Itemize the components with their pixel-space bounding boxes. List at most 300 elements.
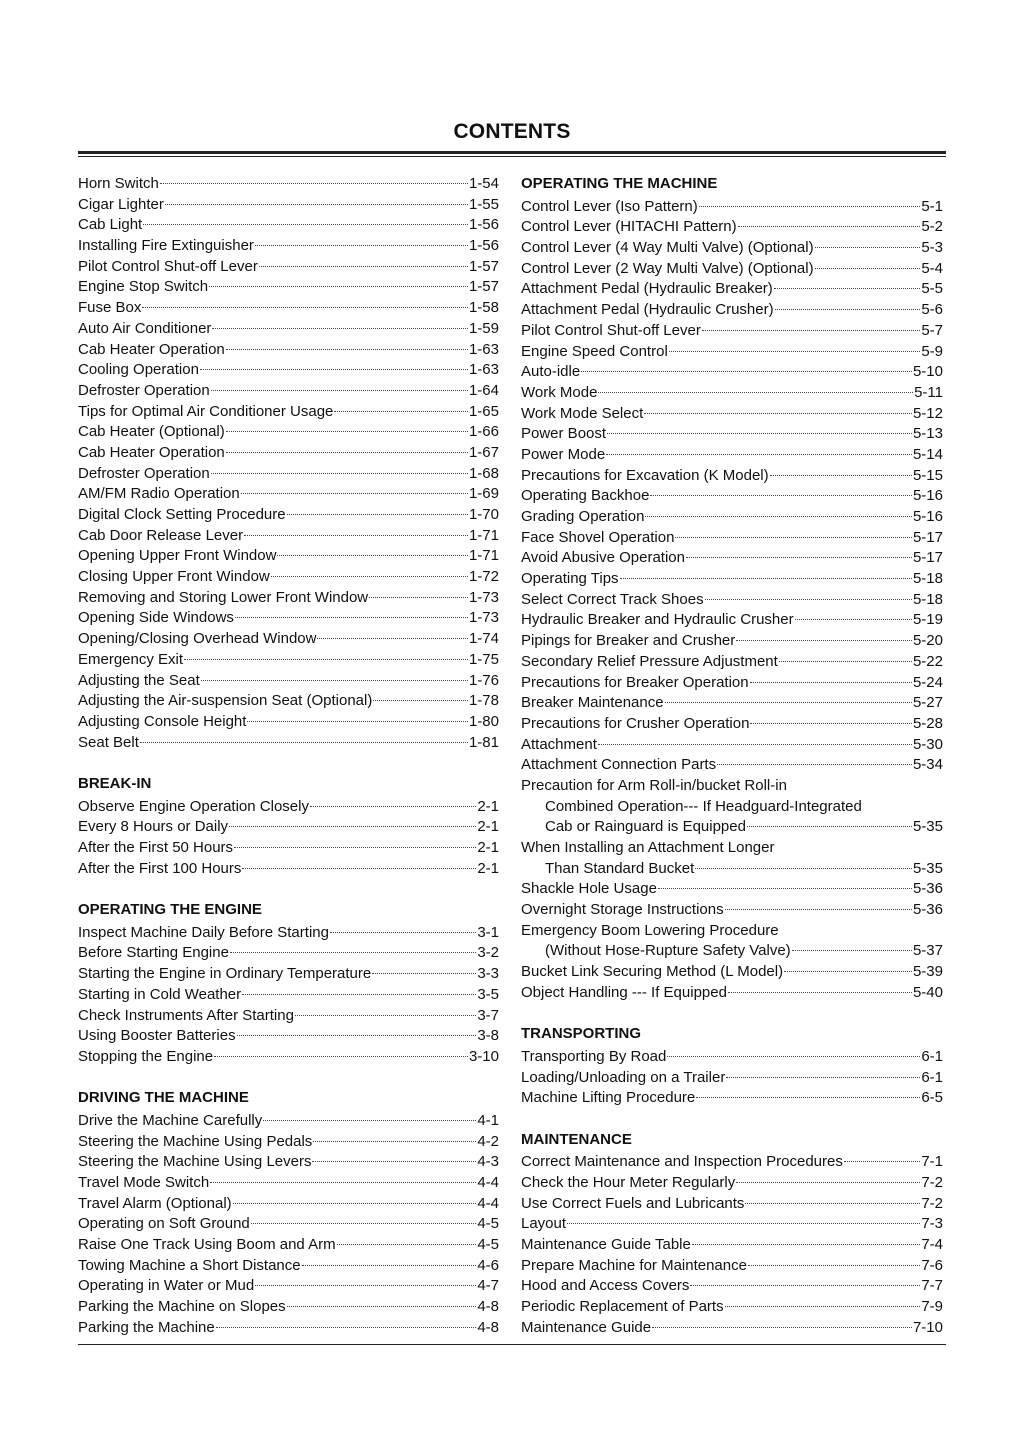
toc-entry[interactable]: [521, 962, 943, 983]
toc-entry-page: 1-71: [468, 547, 499, 565]
dot-leader: [216, 1327, 477, 1328]
dot-leader: [748, 1265, 920, 1266]
toc-entry[interactable]: [521, 755, 943, 776]
toc-entry[interactable]: [78, 985, 499, 1006]
dot-leader: [372, 973, 476, 974]
toc-entry-page: 5-37: [912, 942, 943, 960]
toc-entry-label: Opening Upper Front Window: [78, 547, 277, 565]
toc-entry-label: Operating Backhoe: [521, 487, 650, 505]
toc-entry-page: 1-75: [468, 650, 499, 668]
toc-entry[interactable]: [521, 548, 943, 569]
toc-entry[interactable]: [78, 546, 499, 567]
dot-leader: [736, 1182, 920, 1183]
toc-entry-page: 4-1: [477, 1111, 499, 1129]
toc-entry[interactable]: [78, 1194, 499, 1215]
toc-entry[interactable]: [521, 1214, 943, 1235]
dot-leader: [699, 206, 921, 207]
toc-entry-page: 1-54: [468, 175, 499, 192]
toc-entry-label: Use Correct Fuels and Lubricants: [521, 1194, 745, 1212]
dot-leader: [750, 723, 912, 724]
toc-entry-page: 1-56: [468, 216, 499, 234]
dot-leader: [738, 226, 921, 227]
toc-entry[interactable]: [521, 362, 943, 383]
dot-leader: [686, 557, 912, 558]
toc-entry-page: 1-65: [468, 402, 499, 420]
toc-entry-page: 7-1: [921, 1153, 943, 1171]
toc-entry-page: 1-78: [468, 692, 499, 710]
toc-entry-page: 3-7: [477, 1006, 499, 1024]
toc-entry-label: Using Booster Batteries: [78, 1027, 236, 1045]
dot-leader: [209, 286, 468, 287]
dot-leader: [142, 307, 468, 308]
toc-entry-page: 5-11: [914, 383, 943, 401]
toc-entry[interactable]: [78, 257, 499, 278]
toc-entry[interactable]: [78, 1214, 499, 1235]
toc-entry-label: Operating Tips: [521, 570, 619, 588]
toc-entry[interactable]: [521, 279, 943, 300]
dot-leader: [598, 392, 913, 393]
toc-entry-label: Power Mode: [521, 445, 606, 463]
toc-entry-label: Raise One Track Using Boom and Arm: [78, 1236, 336, 1254]
toc-entry-page: 1-69: [468, 485, 499, 503]
toc-entry[interactable]: [521, 590, 943, 611]
toc-entry-page: 2-1: [477, 818, 499, 836]
toc-entry[interactable]: [521, 735, 943, 756]
toc-entry-label: (Without Hose-Rupture Safety Valve): [545, 942, 791, 960]
toc-section-heading: BREAK-IN: [78, 774, 152, 792]
toc-entry[interactable]: [78, 1132, 499, 1153]
toc-entry[interactable]: [78, 319, 499, 340]
toc-entry[interactable]: [521, 797, 943, 818]
toc-entry-label: Operating in Water or Mud: [78, 1277, 255, 1295]
toc-entry-page: 5-27: [912, 694, 943, 712]
toc-entry[interactable]: [521, 321, 943, 342]
toc-entry[interactable]: [521, 838, 943, 859]
toc-entry-page: 1-58: [468, 299, 499, 317]
toc-entry[interactable]: [78, 691, 499, 712]
toc-entry-page: 1-72: [468, 568, 499, 586]
toc-entry[interactable]: [78, 1006, 499, 1027]
toc-entry[interactable]: [78, 1173, 499, 1194]
toc-entry[interactable]: [521, 859, 943, 880]
dot-leader: [705, 599, 912, 600]
toc-entry[interactable]: [78, 671, 499, 692]
dot-leader: [160, 183, 468, 184]
toc-entry[interactable]: [521, 383, 943, 404]
toc-entry-label: Cab Heater (Optional): [78, 423, 225, 441]
toc-entry[interactable]: [521, 631, 943, 652]
toc-entry[interactable]: [78, 1318, 499, 1339]
toc-entry[interactable]: [521, 610, 943, 631]
toc-entry[interactable]: [78, 402, 499, 423]
toc-entry[interactable]: [521, 921, 943, 942]
toc-entry[interactable]: [78, 1047, 499, 1068]
toc-entry[interactable]: [521, 1256, 943, 1277]
dot-leader: [695, 868, 912, 869]
toc-entry-page: 3-5: [477, 985, 499, 1003]
toc-entry-page: 5-18: [912, 570, 943, 588]
toc-entry-page: 1-56: [468, 237, 499, 255]
toc-entry-page: 5-36: [912, 901, 943, 919]
toc-entry-label: Drive the Machine Carefully: [78, 1111, 263, 1129]
dot-leader: [747, 826, 912, 827]
toc-entry-label: Secondary Relief Pressure Adjustment: [521, 652, 778, 670]
dot-leader: [725, 1306, 921, 1307]
toc-entry-label: Attachment Pedal (Hydraulic Crusher): [521, 301, 774, 319]
toc-entry-label: Prepare Machine for Maintenance: [521, 1256, 747, 1274]
toc-entry-page: 4-4: [477, 1174, 499, 1191]
dot-leader: [775, 309, 921, 310]
toc-entry[interactable]: [78, 1256, 499, 1277]
dot-leader: [226, 431, 468, 432]
toc-entry[interactable]: [78, 859, 499, 880]
toc-entry-page: 5-6: [921, 301, 943, 319]
toc-entry-page: 1-74: [468, 630, 499, 648]
toc-entry-label: Machine Lifting Procedure: [521, 1089, 696, 1107]
dot-leader: [658, 888, 912, 889]
toc-entry-page: 5-34: [912, 756, 943, 774]
toc-entry-label: Towing Machine a Short Distance: [78, 1256, 301, 1274]
toc-entry-page: 5-39: [912, 963, 943, 981]
toc-entry-page: 5-30: [912, 735, 943, 753]
toc-entry[interactable]: [521, 528, 943, 549]
toc-entry-page: 5-9: [921, 342, 943, 360]
toc-entry-label: Layout: [521, 1215, 567, 1233]
dot-leader: [234, 847, 476, 848]
toc-entry[interactable]: [521, 941, 943, 962]
toc-entry[interactable]: [78, 797, 499, 818]
toc-entry-page: 7-2: [921, 1194, 943, 1212]
toc-entry-label: Fuse Box: [78, 299, 142, 317]
toc-entry-label: Precautions for Excavation (K Model): [521, 466, 769, 484]
toc-entry[interactable]: [78, 712, 499, 733]
toc-entry[interactable]: [78, 838, 499, 859]
toc-entry[interactable]: [521, 507, 943, 528]
toc-entry-label: Loading/Unloading on a Trailer: [521, 1068, 726, 1086]
toc-entry[interactable]: [78, 1276, 499, 1297]
toc-entry[interactable]: [78, 1111, 499, 1132]
toc-entry[interactable]: [521, 693, 943, 714]
toc-entry[interactable]: [521, 445, 943, 466]
toc-entry[interactable]: [521, 197, 943, 218]
toc-section-heading: DRIVING THE MACHINE: [78, 1089, 249, 1107]
toc-entry[interactable]: [78, 277, 499, 298]
toc-entry-label: Select Correct Track Shoes: [521, 590, 704, 608]
dot-leader: [226, 452, 468, 453]
toc-entry-page: 1-71: [468, 526, 499, 544]
toc-entry[interactable]: [78, 443, 499, 464]
dot-leader: [200, 369, 468, 370]
toc-entry-label: After the First 100 Hours: [78, 859, 242, 877]
toc-entry-page: 5-10: [912, 363, 943, 381]
toc-entry-page: 1-66: [468, 423, 499, 441]
toc-entry[interactable]: [78, 567, 499, 588]
dot-leader: [815, 268, 921, 269]
toc-entry[interactable]: [521, 673, 943, 694]
toc-entry-label: Tips for Optimal Air Conditioner Usage: [78, 402, 334, 420]
toc-entry[interactable]: [78, 422, 499, 443]
dot-leader: [241, 493, 468, 494]
toc-entry-page: 5-16: [912, 487, 943, 505]
toc-entry[interactable]: [78, 464, 499, 485]
toc-entry[interactable]: [521, 424, 943, 445]
toc-entry[interactable]: [521, 1047, 943, 1068]
toc-entry-page: 5-16: [912, 508, 943, 525]
toc-entry-page: 6-1: [921, 1068, 943, 1086]
toc-entry-label: Precautions for Crusher Operation: [521, 714, 750, 732]
toc-entry-label: Auto-idle: [521, 363, 581, 381]
toc-entry[interactable]: [521, 879, 943, 900]
toc-entry-label: Starting in Cold Weather: [78, 985, 242, 1003]
toc-section-heading: OPERATING THE MACHINE: [521, 175, 718, 192]
toc-entry[interactable]: [521, 342, 943, 363]
toc-entry[interactable]: [521, 776, 943, 797]
toc-entry[interactable]: [78, 1152, 499, 1173]
toc-entry-page: 3-1: [477, 923, 499, 941]
dot-leader: [725, 909, 912, 910]
toc-entry[interactable]: [521, 1297, 943, 1318]
toc-entry[interactable]: [78, 215, 499, 236]
toc-entry[interactable]: [78, 174, 499, 195]
toc-entry-page: 3-3: [477, 965, 499, 983]
toc-entry-label: Cab Door Release Lever: [78, 526, 244, 544]
toc-entry[interactable]: [521, 1152, 943, 1173]
toc-entry[interactable]: [78, 195, 499, 216]
toc-entry-label: Cab or Rainguard is Equipped: [545, 818, 746, 836]
toc-entry-label: Adjusting the Air-suspension Seat (Optional): [78, 692, 373, 710]
toc-entry[interactable]: [521, 1068, 943, 1089]
dot-leader: [620, 578, 912, 579]
toc-entry-page: 5-12: [912, 404, 943, 422]
toc-entry-page: 5-2: [921, 218, 943, 236]
toc-entry-label: After the First 50 Hours: [78, 839, 234, 856]
dot-leader: [815, 247, 921, 248]
toc-entry-page: 5-35: [912, 818, 943, 836]
toc-entry[interactable]: [78, 1297, 499, 1318]
toc-entry[interactable]: [78, 608, 499, 629]
toc-entry-page: 4-5: [477, 1236, 499, 1254]
dot-leader: [702, 330, 920, 331]
toc-entry[interactable]: [521, 714, 943, 735]
toc-entry-page: 3-8: [477, 1027, 499, 1045]
toc-entry[interactable]: [521, 300, 943, 321]
toc-entry-label: Maintenance Guide Table: [521, 1236, 691, 1254]
toc-entry-label: Opening Side Windows: [78, 609, 234, 627]
dot-leader: [235, 617, 468, 618]
toc-left-column: [78, 174, 499, 1339]
toc-entry-page: 5-15: [912, 466, 943, 484]
toc-entry[interactable]: [78, 381, 499, 402]
toc-entry[interactable]: [521, 1235, 943, 1256]
toc-entry-page: 2-1: [477, 859, 499, 877]
toc-entry-page: 4-5: [477, 1215, 499, 1233]
dot-leader: [295, 1015, 476, 1016]
toc-entry-page: 1-76: [468, 671, 499, 689]
toc-entry[interactable]: [521, 217, 943, 238]
dot-leader: [229, 826, 476, 827]
toc-entry-page: 5-13: [912, 425, 943, 443]
toc-entry[interactable]: [521, 900, 943, 921]
dot-leader: [317, 638, 468, 639]
toc-entry-label: Breaker Maintenance: [521, 694, 664, 712]
dot-leader: [211, 390, 468, 391]
toc-entry-label: Every 8 Hours or Daily: [78, 818, 229, 836]
toc-entry-label: Opening/Closing Overhead Window: [78, 630, 317, 648]
toc-entry[interactable]: [78, 298, 499, 319]
toc-entry-label: Cab Heater Operation: [78, 443, 225, 461]
dot-leader: [675, 537, 912, 538]
toc-entry-label: Shackle Hole Usage: [521, 880, 657, 898]
toc-entry-label: Adjusting the Seat: [78, 671, 200, 689]
toc-entry[interactable]: [521, 1088, 943, 1109]
toc-entry-label: Face Shovel Operation: [521, 528, 675, 546]
toc-entry-page: 5-18: [912, 590, 943, 608]
toc-entry-page: 1-70: [468, 506, 499, 523]
toc-entry-label: Than Standard Bucket: [545, 859, 695, 877]
toc-entry-label: Installing Fire Extinguisher: [78, 237, 254, 255]
toc-entry[interactable]: [78, 360, 499, 381]
toc-entry-label: Observe Engine Operation Closely: [78, 797, 309, 815]
dot-leader: [334, 411, 468, 412]
dot-leader: [255, 1285, 476, 1286]
toc-entry-label: Attachment Connection Parts: [521, 756, 717, 774]
toc-entry-label: AM/FM Radio Operation: [78, 485, 240, 503]
toc-entry-label: Pilot Control Shut-off Lever: [78, 257, 258, 275]
toc-entry-page: 5-7: [921, 321, 943, 339]
toc-entry-label: Check Instruments After Starting: [78, 1006, 294, 1024]
dot-leader: [287, 1306, 477, 1307]
toc-entry-label: Cooling Operation: [78, 361, 199, 379]
toc-entry[interactable]: [78, 1235, 499, 1256]
toc-entry-page: 5-28: [912, 714, 943, 732]
toc-entry-label: Overnight Storage Instructions: [521, 901, 724, 919]
toc-entry-label: Attachment Pedal (Hydraulic Breaker): [521, 280, 773, 298]
toc-entry-label: Horn Switch: [78, 175, 159, 192]
toc-entry[interactable]: [78, 923, 499, 944]
toc-entry[interactable]: [521, 259, 943, 280]
toc-entry-label: Defroster Operation: [78, 464, 210, 482]
dot-leader: [692, 1244, 920, 1245]
toc-entry-page: 1-67: [468, 443, 499, 461]
toc-entry-page: 4-7: [477, 1277, 499, 1295]
dot-leader: [567, 1223, 920, 1224]
toc-entry[interactable]: [78, 650, 499, 671]
dot-leader: [598, 744, 912, 745]
toc-entry-page: 1-80: [468, 712, 499, 730]
toc-entry-label: Control Lever (2 Way Multi Valve) (Optional): [521, 259, 814, 277]
dot-leader: [255, 245, 468, 246]
dot-leader: [271, 576, 468, 577]
toc-entry[interactable]: [78, 733, 499, 754]
toc-entry[interactable]: [521, 652, 943, 673]
dot-leader: [717, 764, 912, 765]
toc-entry[interactable]: [78, 588, 499, 609]
toc-entry-page: 5-20: [912, 632, 943, 650]
toc-entry-page: 3-2: [477, 944, 499, 962]
dot-leader: [263, 1120, 476, 1121]
toc-entry[interactable]: [521, 1276, 943, 1297]
toc-entry-label: Pilot Control Shut-off Lever: [521, 321, 701, 339]
toc-entry[interactable]: [521, 1318, 943, 1339]
dot-leader: [143, 224, 468, 225]
toc-entry-label: Emergency Boom Lowering Procedure: [521, 921, 779, 939]
toc-entry-page: 6-5: [921, 1089, 943, 1107]
toc-entry[interactable]: [521, 404, 943, 425]
toc-entry[interactable]: [521, 817, 943, 838]
toc-entry-page: 5-24: [912, 673, 943, 691]
toc-entry[interactable]: [521, 486, 943, 507]
toc-entry-label: Engine Speed Control: [521, 342, 668, 360]
toc-entry-label: Correct Maintenance and Inspection Procedures: [521, 1153, 843, 1171]
dot-leader: [242, 868, 476, 869]
toc-entry[interactable]: [78, 505, 499, 526]
toc-entry-page: 7-9: [921, 1298, 943, 1316]
toc-entry[interactable]: [78, 236, 499, 257]
toc-entry-page: 5-17: [912, 528, 943, 546]
toc-entry-page: 5-17: [912, 549, 943, 567]
toc-entry-label: Object Handling --- If Equipped: [521, 983, 727, 1001]
toc-entry-page: 7-3: [921, 1215, 943, 1233]
toc-entry[interactable]: [78, 340, 499, 361]
dot-leader: [667, 1056, 920, 1057]
toc-entry[interactable]: [521, 1194, 943, 1215]
toc-entry-page: 5-36: [912, 880, 943, 898]
toc-entry-label: Maintenance Guide: [521, 1318, 652, 1336]
dot-leader: [779, 661, 912, 662]
dot-leader: [726, 1077, 920, 1078]
toc-entry-label: Closing Upper Front Window: [78, 568, 270, 586]
toc-entry[interactable]: [78, 817, 499, 838]
toc-entry-label: Hydraulic Breaker and Hydraulic Crusher: [521, 611, 794, 629]
toc-entry-page: 1-63: [468, 340, 499, 358]
dot-leader: [251, 1223, 477, 1224]
toc-entry[interactable]: [521, 569, 943, 590]
toc-entry-page: 4-8: [477, 1318, 499, 1336]
toc-entry[interactable]: [521, 983, 943, 1004]
dot-leader: [645, 516, 912, 517]
toc-entry-label: Precautions for Breaker Operation: [521, 673, 749, 691]
toc-entry-page: 1-81: [468, 733, 499, 751]
toc-entry[interactable]: [78, 943, 499, 964]
dot-leader: [237, 1035, 477, 1036]
toc-entry-label: Emergency Exit: [78, 650, 184, 668]
toc-entry[interactable]: [521, 1173, 943, 1194]
toc-entry[interactable]: [78, 964, 499, 985]
toc-entry-label: Parking the Machine on Slopes: [78, 1298, 286, 1316]
toc-section-heading: TRANSPORTING: [521, 1025, 641, 1043]
toc-entry-page: 6-1: [921, 1047, 943, 1065]
toc-entry-page: 1-57: [468, 278, 499, 296]
toc-entry-page: 5-1: [921, 197, 943, 215]
toc-entry-page: 5-40: [912, 983, 943, 1001]
dot-leader: [140, 742, 468, 743]
toc-entry-label: Bucket Link Securing Method (L Model): [521, 963, 784, 981]
page-title: CONTENTS: [453, 120, 571, 143]
dot-leader: [669, 351, 921, 352]
toc-entry-page: 4-4: [477, 1194, 499, 1212]
toc-entry[interactable]: [78, 1026, 499, 1047]
dot-leader: [792, 950, 912, 951]
dot-leader: [745, 1203, 920, 1204]
dot-leader: [313, 1141, 476, 1142]
toc-entry[interactable]: [78, 629, 499, 650]
toc-entry[interactable]: [521, 238, 943, 259]
dot-leader: [650, 495, 912, 496]
toc-entry[interactable]: [78, 484, 499, 505]
toc-entry[interactable]: [78, 526, 499, 547]
toc-entry[interactable]: [521, 466, 943, 487]
toc-entry-label: Starting the Engine in Ordinary Temperature: [78, 965, 372, 983]
